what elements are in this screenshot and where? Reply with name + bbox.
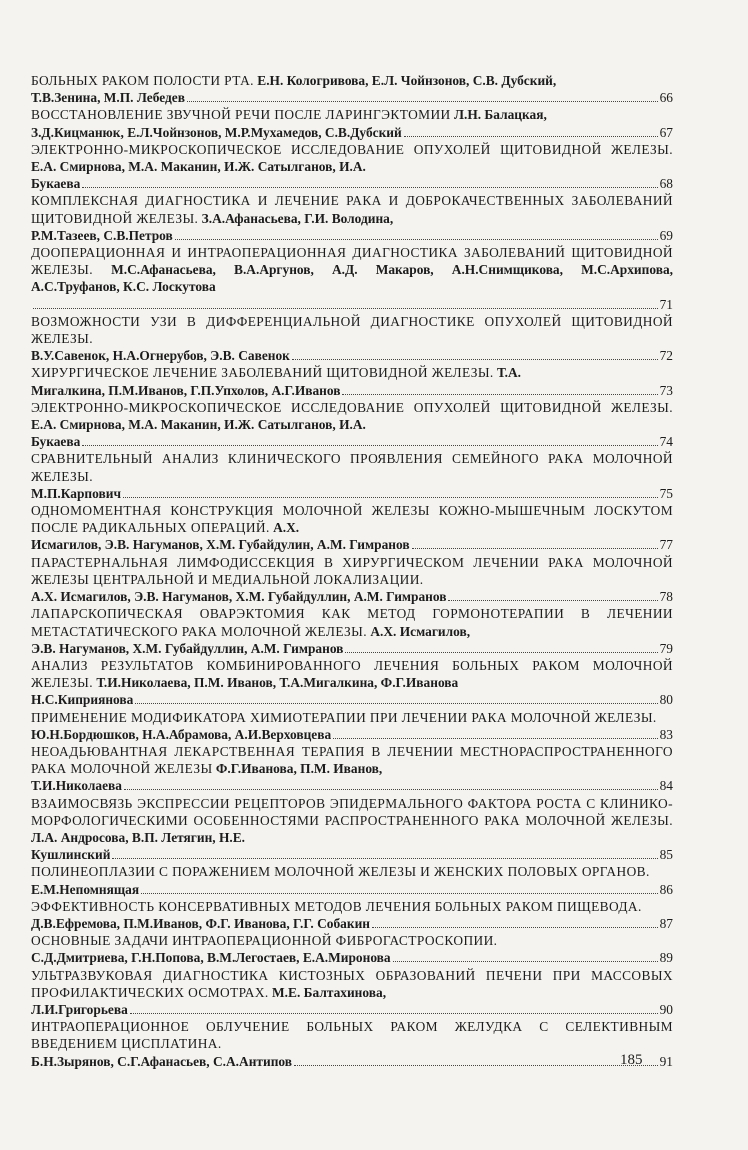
toc-entry — [31, 450, 673, 502]
entry-page: 91 — [659, 1053, 673, 1069]
entry-authors: З.А.Афанасьева, Г.И. Володина, — [201, 210, 394, 226]
entry-authors: Ф.Г.Иванова, П.М. Иванов, — [215, 761, 383, 777]
toc-entry — [31, 743, 673, 795]
entry-title: ЭЛЕКТРОННО-МИКРОСКОПИЧЕСКОЕ ИССЛЕДОВАНИЕ ОПУХОЛЕЙ ЩИТОВИДНОЙ ЖЕЛЕЗЫ. — [31, 399, 673, 415]
toc-entry — [31, 554, 673, 606]
entry-authors: М.С.Афанасьева, В.А.Аргунов, А.Д. Макаров, А.Н.Снимщикова, М.С.Архипова, А.С.Труфанов, К.С. Лоскутова — [31, 262, 673, 295]
entry-page: 66 — [659, 90, 673, 106]
dot-leader — [82, 445, 657, 446]
entry-authors: Мигалкина, П.М.Иванов, Г.П.Упхолов, А.Г.Иванов — [31, 382, 341, 398]
entry-authors: М.Е. Балтахинова, — [272, 984, 387, 1000]
page-number: 185 — [620, 1052, 643, 1068]
entry-page: 69 — [659, 227, 673, 243]
dot-leader — [124, 789, 658, 790]
entry-page: 80 — [659, 692, 673, 708]
entry-authors: Н.С.Киприянова — [31, 692, 134, 708]
entry-title: БОЛЬНЫХ РАКОМ ПОЛОСТИ РТА. — [31, 73, 254, 88]
leader-line — [31, 881, 673, 898]
dot-leader — [372, 927, 658, 928]
entry-authors: А.Х. — [273, 520, 300, 536]
entry-authors: Исмагилов, Э.В. Нагуманов, Х.М. Губайдулин, А.М. Гимранов — [31, 537, 410, 553]
entry-page: 75 — [659, 485, 673, 501]
entry-authors: Т.И.Николаева, П.М. Иванов, Т.А.Мигалкина, Ф.Г.Иванова — [96, 675, 459, 691]
toc-entry — [31, 106, 673, 140]
entry-authors: Л.А. Андросова, В.П. Летягин, Н.Е. — [31, 829, 246, 845]
toc-entry — [31, 967, 673, 1019]
toc-entry — [31, 313, 673, 365]
entry-authors: Е.М.Непомнящая — [31, 881, 140, 897]
dot-leader — [82, 187, 657, 188]
entry-authors: Э.В. Нагуманов, Х.М. Губайдуллин, А.М. Гимранов — [31, 640, 344, 656]
entry-page: 83 — [659, 726, 673, 742]
dot-leader — [342, 394, 657, 395]
dot-leader — [404, 136, 658, 137]
entry-authors: Т.А. — [497, 365, 522, 381]
toc-entry — [31, 898, 673, 932]
entry-authors: С.Д.Дмитриева, Г.Н.Попова, В.М.Легостаев, Е.А.Миронова — [31, 950, 391, 966]
dot-leader — [135, 703, 657, 704]
entry-title: ПАРАСТЕРНАЛЬНАЯ ЛИМФОДИССЕКЦИЯ В ХИРУРГИЧЕСКОМ ЛЕЧЕНИИ РАКА МОЛОЧНОЙ ЖЕЛЕЗЫ ЦЕНТРАЛЬНОЙ И МЕДИАЛЬНОЙ ЛОКАЛИЗАЦИИ. — [31, 554, 673, 587]
entry-title: СРАВНИТЕЛЬНЫЙ АНАЛИЗ КЛИНИЧЕСКОГО ПРОЯВЛЕНИЯ СЕМЕЙНОГО РАКА МОЛОЧНОЙ ЖЕЛЕЗЫ. — [31, 451, 673, 484]
leader-line — [31, 485, 673, 502]
entry-authors: Букаева — [31, 434, 81, 450]
entry-authors: Букаева — [31, 176, 81, 192]
entry-authors: Т.И.Николаева — [31, 778, 122, 794]
leader-line — [31, 777, 673, 794]
entry-title: ВОССТАНОВЛЕНИЕ ЗВУЧНОЙ РЕЧИ ПОСЛЕ ЛАРИНГЭКТОМИИ — [31, 107, 451, 123]
entry-page: 72 — [659, 348, 673, 364]
entry-authors: Е.А. Смирнова, М.А. Маканин, И.Ж. Сатылганов, И.А. — [31, 417, 366, 433]
dot-leader — [130, 1013, 658, 1014]
entry-authors: А.Х. Исмагилов, Э.В. Нагуманов, Х.М. Губайдуллин, А.М. Гимранов — [31, 589, 447, 605]
leader-line — [31, 124, 673, 141]
entry-authors: З.Д.Кицманюк, Е.Л.Чойнзонов, М.Р.Мухамедов, С.В.Дубский — [31, 124, 402, 140]
toc-entry — [31, 72, 673, 106]
toc-entry — [31, 605, 673, 657]
entry-page: 68 — [659, 176, 673, 192]
leader-line — [31, 433, 673, 450]
entry-authors: Л.Н. Балацкая, — [454, 107, 547, 123]
entry-title: ПОЛИНЕОПЛАЗИИ С ПОРАЖЕНИЕМ МОЛОЧНОЙ ЖЕЛЕЗЫ И ЖЕНСКИХ ПОЛОВЫХ ОРГАНОВ. — [31, 864, 650, 880]
entry-page: 67 — [659, 124, 673, 140]
entry-authors: А.Х. Исмагилов, — [370, 623, 471, 639]
entry-authors: Кушлинский — [31, 847, 111, 863]
entry-title: УЛЬТРАЗВУКОВАЯ ДИАГНОСТИКА КИСТОЗНЫХ ОБРАЗОВАНИЙ ПЕЧЕНИ ПРИ МАССОВЫХ ПРОФИЛАКТИЧЕСКИХ ОСМОТРАХ. — [31, 967, 673, 1000]
leader-line — [31, 296, 673, 313]
dot-leader — [448, 600, 657, 601]
entry-page: 73 — [659, 382, 673, 398]
dot-leader — [123, 497, 658, 498]
leader-line — [31, 1001, 673, 1018]
entry-authors: Р.М.Тазеев, С.В.Петров — [31, 227, 173, 243]
entry-authors: Е.Н. Кологривова, Е.Л. Чойнзонов, С.В. Дубский, — [257, 73, 557, 88]
entry-page: 86 — [659, 881, 673, 897]
dot-leader — [112, 858, 657, 859]
entry-page: 85 — [659, 847, 673, 863]
leader-line — [31, 382, 673, 399]
toc-entry — [31, 141, 673, 193]
entry-title: ХИРУРГИЧЕСКОЕ ЛЕЧЕНИЕ ЗАБОЛЕВАНИЙ ЩИТОВИДНОЙ ЖЕЛЕЗЫ. — [31, 365, 494, 381]
dot-leader — [393, 961, 658, 962]
dot-leader — [412, 548, 658, 549]
entry-page: 87 — [659, 915, 673, 931]
entry-page: 77 — [659, 537, 673, 553]
leader-line — [31, 175, 673, 192]
dot-leader — [187, 101, 658, 102]
dot-leader — [292, 359, 658, 360]
entry-page: 74 — [659, 434, 673, 450]
entry-authors: Л.И.Григорьева — [31, 1001, 128, 1017]
entry-authors: В.У.Савенок, Н.А.Огнерубов, Э.В. Савенок — [31, 348, 290, 364]
leader-line — [31, 1053, 673, 1070]
leader-line — [31, 536, 673, 553]
leader-line — [31, 846, 673, 863]
toc-entry — [31, 709, 673, 743]
entry-title: ЭФФЕКТИВНОСТЬ КОНСЕРВАТИВНЫХ МЕТОДОВ ЛЕЧЕНИЯ БОЛЬНЫХ РАКОМ ПИЩЕВОДА. — [31, 898, 642, 914]
toc-entry — [31, 932, 673, 966]
entry-page: 84 — [659, 778, 673, 794]
toc-entry — [31, 863, 673, 897]
entry-title: ВОЗМОЖНОСТИ УЗИ В ДИФФЕРЕНЦИАЛЬНОЙ ДИАГНОСТИКЕ ОПУХОЛЕЙ ЩИТОВИДНОЙ ЖЕЛЕЗЫ. — [31, 313, 673, 347]
dot-leader — [333, 738, 657, 739]
leader-line — [31, 640, 673, 657]
dot-leader — [175, 239, 658, 240]
entry-authors: Е.А. Смирнова, М.А. Маканин, И.Ж. Сатылганов, И.А. — [31, 159, 366, 175]
table-of-contents — [31, 72, 673, 1070]
entry-page: 79 — [659, 640, 673, 656]
entry-title: ПРИМЕНЕНИЕ МОДИФИКАТОРА ХИМИОТЕРАПИИ ПРИ ЛЕЧЕНИИ РАКА МОЛОЧНОЙ ЖЕЛЕЗЫ. — [31, 709, 657, 725]
dot-leader — [345, 652, 657, 653]
entry-authors: Ю.Н.Бордюшков, Н.А.Абрамова, А.И.Верховцева — [31, 726, 332, 742]
entry-authors: Б.Н.Зырянов, С.Г.Афанасьев, С.А.Антипов — [31, 1053, 293, 1069]
dot-leader — [141, 893, 658, 894]
entry-authors: М.П.Карпович — [31, 485, 122, 501]
dot-leader — [33, 308, 658, 309]
entry-page: 71 — [659, 296, 673, 312]
toc-entry — [31, 1018, 673, 1070]
toc-entry — [31, 657, 673, 709]
entry-title: ДООПЕРАЦИОННАЯ И ИНТРАОПЕРАЦИОННАЯ ДИАГНОСТИКА ЗАБОЛЕВАНИЙ ЩИТОВИДНОЙ ЖЕЛЕЗЫ. — [31, 245, 673, 278]
entry-title: ОСНОВНЫЕ ЗАДАЧИ ИНТРАОПЕРАЦИОННОЙ ФИБРОГАСТРОСКОПИИ. — [31, 933, 498, 949]
entry-title: ЭЛЕКТРОННО-МИКРОСКОПИЧЕСКОЕ ИССЛЕДОВАНИЕ ОПУХОЛЕЙ ЩИТОВИДНОЙ ЖЕЛЕЗЫ. — [31, 141, 673, 157]
leader-line — [31, 89, 673, 106]
entry-page: 78 — [659, 589, 673, 605]
dot-leader — [294, 1065, 658, 1066]
entry-title: ОДНОМОМЕНТНАЯ КОНСТРУКЦИЯ МОЛОЧНОЙ ЖЕЛЕЗЫ КОЖНО-МЫШЕЧНЫМ ЛОСКУТОМ ПОСЛЕ РАДИКАЛЬНЫХ ОПЕРАЦИЙ. — [31, 503, 673, 536]
toc-entry — [31, 244, 673, 313]
toc-entry — [31, 502, 673, 554]
entry-page: 90 — [659, 1001, 673, 1017]
entry-title: АНАЛИЗ РЕЗУЛЬТАТОВ КОМБИНИРОВАННОГО ЛЕЧЕНИЯ БОЛЬНЫХ РАКОМ МОЛОЧНОЙ ЖЕЛЕЗЫ. — [31, 657, 673, 691]
leader-line — [31, 949, 673, 966]
leader-line — [31, 227, 673, 244]
entry-title: КОМПЛЕКСНАЯ ДИАГНОСТИКА И ЛЕЧЕНИЕ РАКА И ДОБРОКАЧЕСТВЕННЫХ ЗАБОЛЕВАНИЙ ЩИТОВИДНОЙ ЖЕЛЕЗЫ. — [31, 193, 673, 226]
leader-line — [31, 726, 673, 743]
toc-entry — [31, 364, 673, 398]
entry-title: ВЗАИМОСВЯЗЬ ЭКСПРЕССИИ РЕЦЕПТОРОВ ЭПИДЕРМАЛЬНОГО ФАКТОРА РОСТА С КЛИНИКО-МОРФОЛОГИЧЕСКИМИ ОСОБЕННОСТЯМИ РАСПРОСТРАНЕННОГО РАКА МОЛОЧНОЙ ЖЕЛЕЗЫ. — [31, 795, 673, 828]
leader-line — [31, 915, 673, 932]
leader-line — [31, 588, 673, 605]
entry-authors: Д.В.Ефремова, П.М.Иванов, Ф.Г. Иванова, Г.Г. Собакин — [31, 915, 371, 931]
leader-line — [31, 347, 673, 364]
entry-authors: Т.В.Зенина, М.П. Лебедев — [31, 90, 185, 106]
toc-entry — [31, 399, 673, 451]
entry-title: ЛАПАРСКОПИЧЕСКАЯ ОВАРЭКТОМИЯ КАК МЕТОД ГОРМОНОТЕРАПИИ В ЛЕЧЕНИИ МЕТАСТАТИЧЕСКОГО РАКА МОЛОЧНОЙ ЖЕЛЕЗЫ. — [31, 606, 673, 639]
entry-page: 89 — [659, 950, 673, 966]
entry-title: ИНТРАОПЕРАЦИОННОЕ ОБЛУЧЕНИЕ БОЛЬНЫХ РАКОМ ЖЕЛУДКА С СЕЛЕКТИВНЫМ ВВЕДЕНИЕМ ЦИСПЛАТИНА. — [31, 1019, 673, 1052]
leader-line — [31, 691, 673, 708]
entry-title: НЕОАДЬЮВАНТНАЯ ЛЕКАРСТВЕННАЯ ТЕРАПИЯ В ЛЕЧЕНИИ МЕСТНОРАСПРОСТРАНЕННОГО РАКА МОЛОЧНОЙ ЖЕЛЕЗЫ — [31, 743, 673, 777]
toc-entry — [31, 795, 673, 864]
toc-entry — [31, 192, 673, 244]
